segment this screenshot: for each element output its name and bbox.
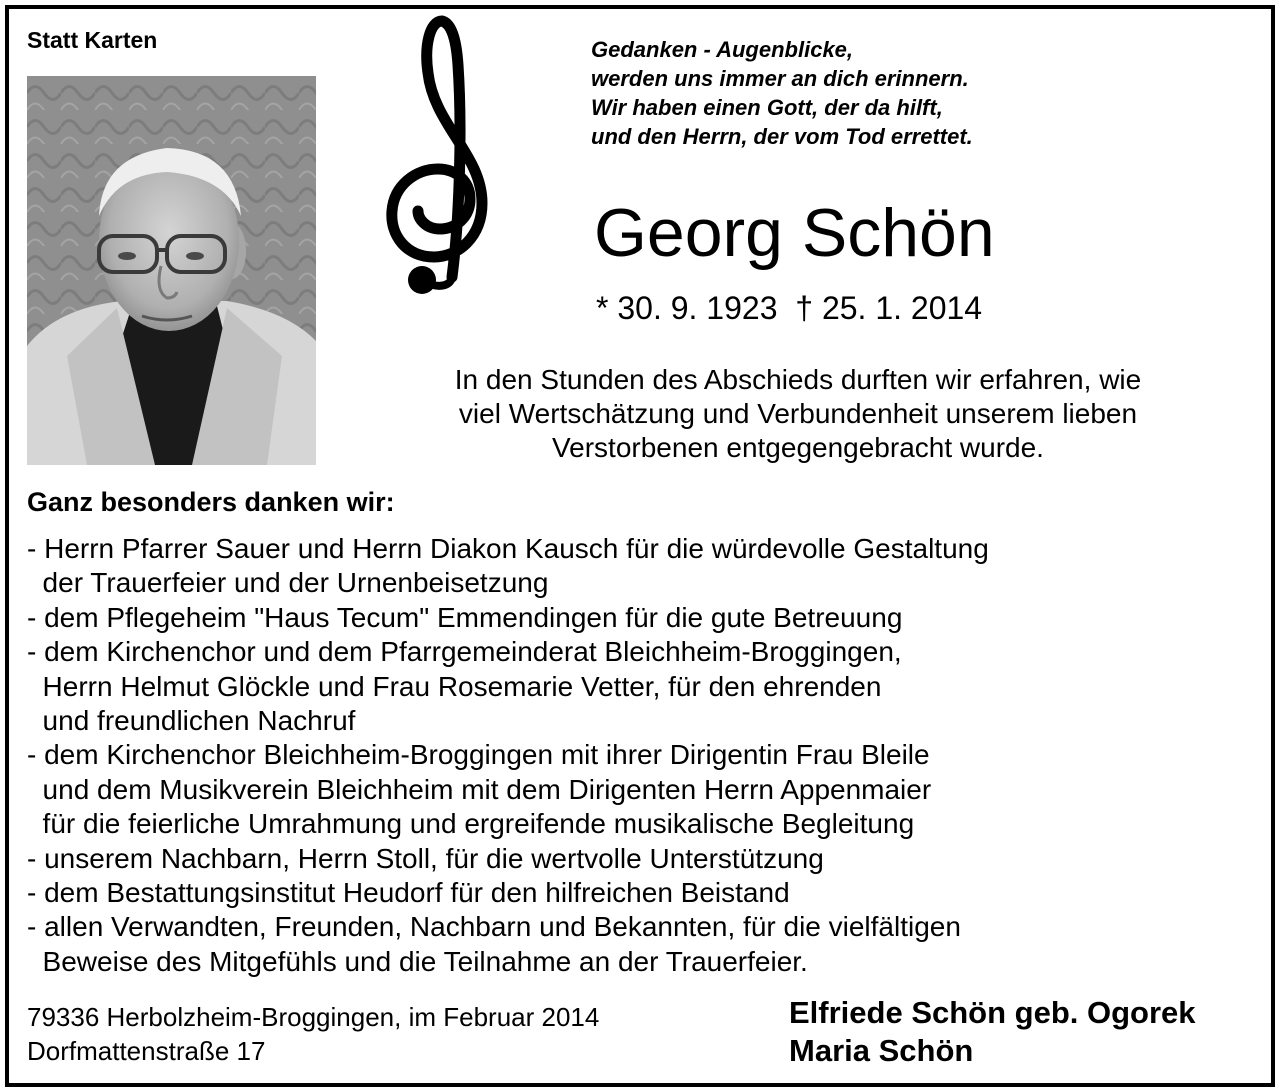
statt-karten-label: Statt Karten xyxy=(27,27,158,53)
intro-line: Verstorbenen entgegengebracht wurde. xyxy=(552,432,1044,463)
list-item: für die feierliche Umrahmung und ergreifende musikalische Begleitung xyxy=(27,808,915,840)
thanks-heading: Ganz besonders danken wir: xyxy=(27,487,395,517)
poem-line: und den Herrn, der vom Tod errettet. xyxy=(591,124,973,149)
list-item: und dem Musikverein Bleichheim mit dem Dirigenten Herrn Appenmaier xyxy=(27,773,932,805)
signer-name: Elfriede Schön geb. Ogorek xyxy=(789,995,1196,1030)
list-item: der Trauerfeier und der Urnenbeisetzung xyxy=(27,567,549,599)
list-item: und freundlichen Nachruf xyxy=(27,705,356,737)
treble-clef-icon xyxy=(370,15,510,305)
address-line: 79336 Herbolzheim-Broggingen, im Februar 2014 xyxy=(27,1002,600,1032)
life-dates xyxy=(596,288,982,328)
birth-date: * 30. 9. 1923 xyxy=(596,290,778,326)
deceased-name: Georg Schön xyxy=(594,195,995,271)
poem-verse xyxy=(591,35,973,151)
portrait-photo xyxy=(27,76,316,465)
intro-paragraph xyxy=(343,363,1253,465)
death-date: † 25. 1. 2014 xyxy=(795,290,983,326)
address-block xyxy=(27,1000,599,1068)
date-spacer xyxy=(777,290,795,326)
signer-name: Maria Schön xyxy=(789,1033,974,1068)
list-item: - allen Verwandten, Freunden, Nachbarn und Bekannten, für die vielfältigen xyxy=(27,911,961,943)
list-item: - dem Pflegeheim "Haus Tecum" Emmendingen für die gute Betreuung xyxy=(27,601,903,633)
signers-block xyxy=(789,994,1196,1070)
list-item: Beweise des Mitgefühls und die Teilnahme an der Trauerfeier. xyxy=(27,945,808,977)
list-item: - unserem Nachbarn, Herrn Stoll, für die wertvolle Unterstützung xyxy=(27,842,824,874)
list-item: - Herrn Pfarrer Sauer und Herrn Diakon Kausch für die würdevolle Gestaltung xyxy=(27,533,989,564)
intro-line: viel Wertschätzung und Verbundenheit unserem lieben xyxy=(458,398,1138,429)
thanks-list xyxy=(27,532,989,979)
list-item: Herrn Helmut Glöckle und Frau Rosemarie Vetter, für den ehrenden xyxy=(27,670,882,702)
poem-line: werden uns immer an dich erinnern. xyxy=(591,66,969,91)
list-item: - dem Kirchenchor und dem Pfarrgemeinderat Bleichheim-Broggingen, xyxy=(27,636,902,668)
intro-line: In den Stunden des Abschieds durften wir erfahren, wie xyxy=(454,364,1142,395)
address-line: Dorfmattenstraße 17 xyxy=(27,1036,266,1066)
list-item: - dem Bestattungsinstitut Heudorf für den hilfreichen Beistand xyxy=(27,877,790,909)
poem-line: Gedanken - Augenblicke, xyxy=(591,37,854,62)
list-item: - dem Kirchenchor Bleichheim-Broggingen mit ihrer Dirigentin Frau Bleile xyxy=(27,739,930,771)
poem-line: Wir haben einen Gott, der da hilft, xyxy=(591,95,943,120)
